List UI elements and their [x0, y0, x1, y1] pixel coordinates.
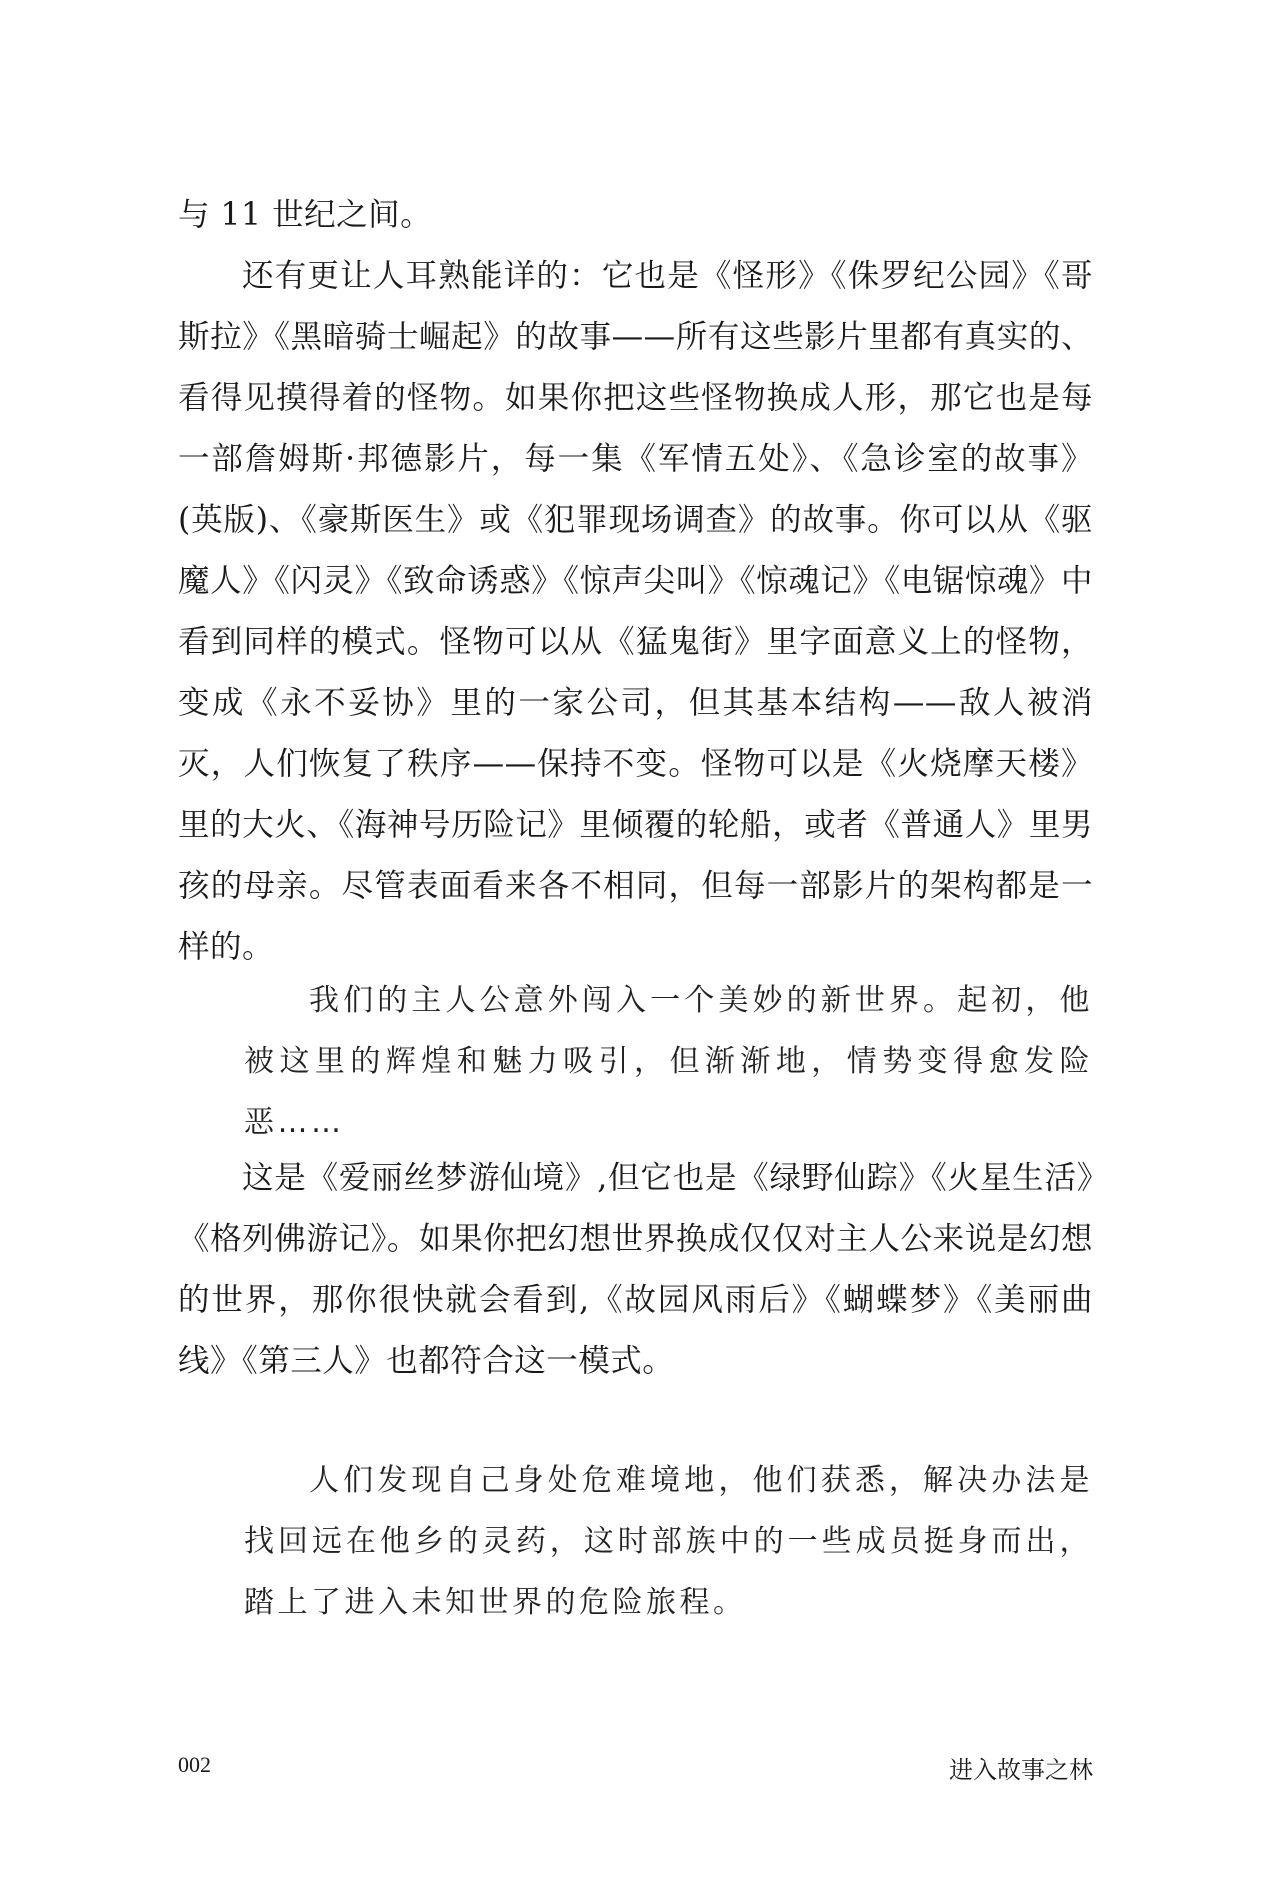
page-number: 002: [178, 1752, 211, 1777]
paragraph-monster-films: 还有更让人耳熟能详的：它也是《怪形》《侏罗纪公园》《哥斯拉》《黑暗骑士崛起》的故事——所有这些影片里都有真实的、看得见摸得着的怪物。如果你把这些怪物换成人形，那它也是每一部詹姆斯·邦德影片，每一集《军情五处》、《急诊室的故事》(英版)、《豪斯医生》或《犯罪现场调查》的故事。你可以从《驱魔人》《闪灵》《致命诱惑》《惊声尖叫》《惊魂记》《电锯惊魂》中看到同样的模式。怪物可以从《猛鬼街》里字面意义上的怪物，变成《永不妥协》里的一家公司，但其基本结构——敌人被消灭，人们恢复了秩序——保持不变。怪物可以是《火烧摩天楼》里的大火、《海神号历险记》里倾覆的轮船，或者《普通人》里男孩的母亲。尽管表面看来各不相同，但每一部影片的架构都是一样的。: [178, 258, 1093, 965]
quote-new-world: 我们的主人公意外闯入一个美妙的新世界。起初，他被这里的辉煌和魅力吸引，但渐渐地，情势变得愈发险恶……: [244, 983, 1093, 1140]
running-title: 进入故事之林: [949, 1756, 1093, 1784]
paragraph-continuation: 与 11 世纪之间。: [178, 197, 433, 233]
quote-quest: 人们发现自己身处危难境地，他们获悉，解决办法是找回远在他乡的灵药，这时部族中的一些成员挺身而出，踏上了进入未知世界的危险旅程。: [244, 1463, 1093, 1620]
paragraph-fantasy-worlds: 这是《爱丽丝梦游仙境》,但它也是《绿野仙踪》《火星生活》《格列佛游记》。如果你把幻想世界换成仅仅对主人公来说是幻想的世界，那你很快就会看到,《故园风雨后》《蝴蝶梦》《美丽曲线》《第三人》也都符合这一模式。: [178, 1160, 1093, 1379]
